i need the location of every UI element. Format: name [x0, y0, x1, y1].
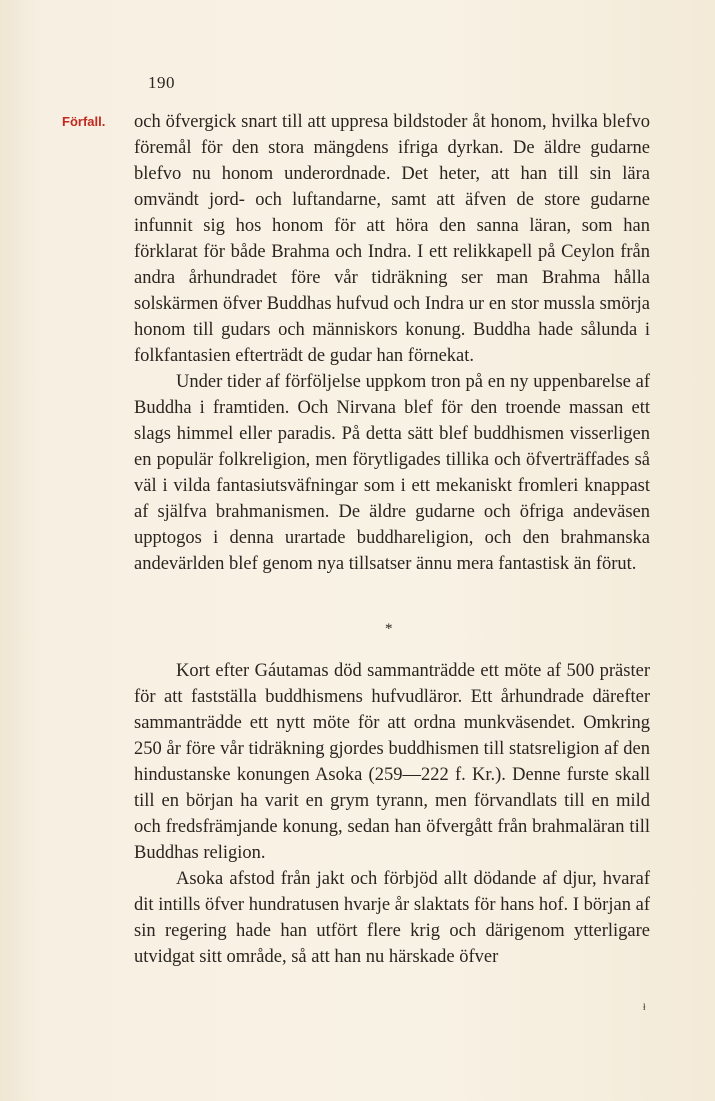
- text-section-1: [134, 109, 650, 577]
- page-number: 190: [148, 73, 175, 92]
- section-separator: *: [385, 621, 393, 637]
- paragraph: Under tider af förföljelse uppkom tron på en ny uppenbarelse af Buddha i framtiden. Och Nirvana blef för den troende massan ett slags himmel eller paradis. På detta sätt blef buddhismen visserligen en populär folkreligion, men förytligades tillika och öfverträffades så väl i vilda fantasiutsväfningar som i ett mekaniskt fromleri knappast af själfva brahmanismen. De äldre gudarne och öfriga andeväsen upptogos i denna urartade buddhareligion, och den brahmanska andevärlden blef genom nya tillsatser ännu mera fantastisk än förut.: [134, 372, 650, 574]
- printer-mark: ⱡ: [643, 1002, 646, 1012]
- paragraph: Asoka afstod från jakt och förbjöd allt dödande af djur, hvaraf dit intills öfver hundratusen hvarje år slaktats för hans hof. I början af sin regering hade han utfört flere krig och därigenom ytterligare utvidgat sitt område, så att han nu härskade öfver: [134, 869, 650, 967]
- paragraph: Kort efter Gáutamas död sammanträdde ett möte af 500 präster för att fastställa buddhismens hufvudläror. Ett århundrade därefter sammanträdde ett nytt möte för att ordna munkväsendet. Omkring 250 år före vår tidräkning gjordes buddhismen till statsreligion af den hindustanske konungen Asoka (259—222 f. Kr.). Denne furste skall till en början ha varit en grym tyrann, men förvandlats till en mild och fredsfrämjande konung, sedan han öfvergått från brahmaläran till Buddhas religion.: [134, 661, 650, 863]
- margin-note: Förfall.: [62, 114, 106, 129]
- paragraph: och öfvergick snart till att uppresa bildstoder åt honom, hvilka blefvo föremål för den stora mängdens ifriga dyrkan. De äldre gudarne blefvo nu honom underordnade. Det heter, att han till sin lära omvändt jord- och luftandarne, samt att äfven de store gudarne infunnit sig hos honom för att höra den sanna läran, som han förklarat för både Brahma och Indra. I ett relikkapell på Ceylon från andra århundradet före vår tidräkning ser man Brahma hålla solskärmen öfver Buddhas hufvud och Indra ur en stor mussla smörja honom till gudars och människors konung. Buddha hade sålunda i folkfantasien efterträdt de gudar han förnekat.: [134, 112, 650, 366]
- text-section-2: [134, 658, 650, 970]
